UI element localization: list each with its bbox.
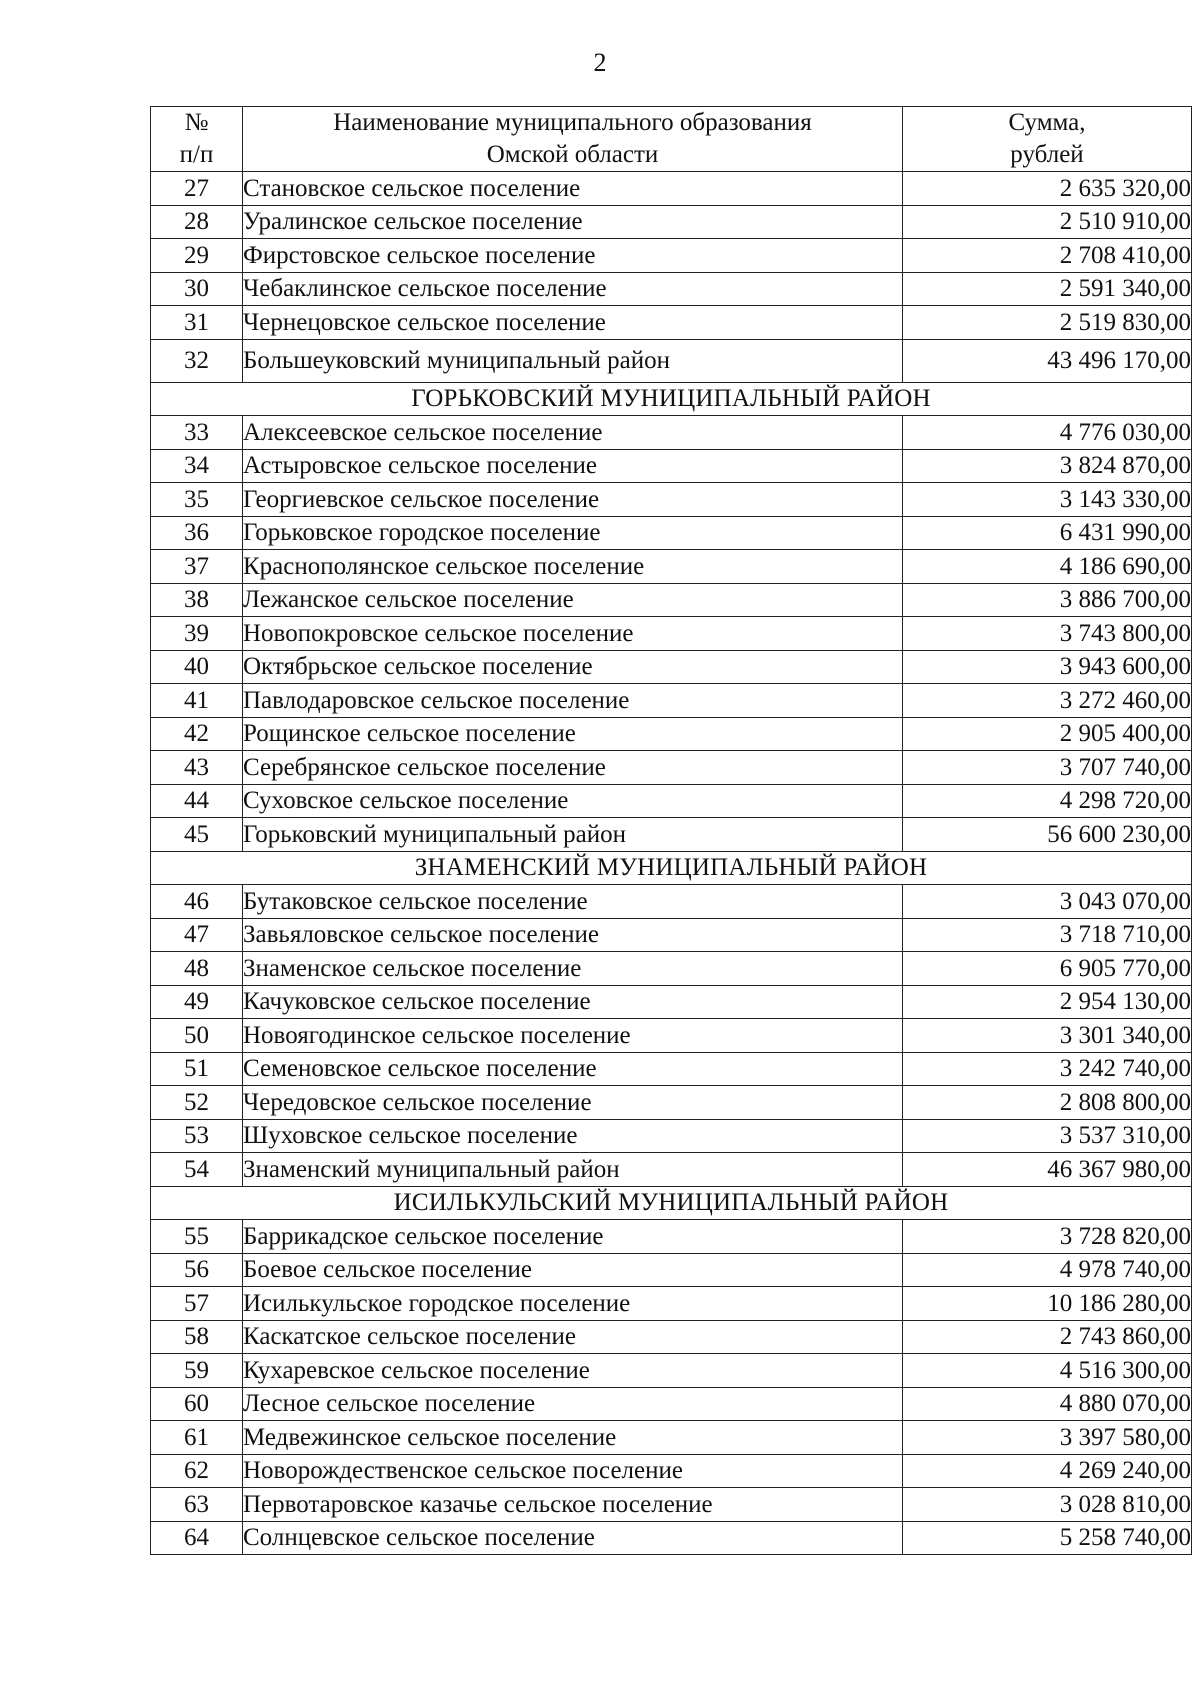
municipality-name: Горьковский муниципальный район <box>243 818 903 852</box>
section-title: ИСИЛЬКУЛЬСКИЙ МУНИЦИПАЛЬНЫЙ РАЙОН <box>151 1186 1192 1220</box>
page-number: 2 <box>593 48 607 77</box>
municipality-name: Шуховское сельское поселение <box>243 1119 903 1153</box>
table-row <box>151 1521 1192 1555</box>
municipality-name: Уралинское сельское поселение <box>243 205 903 239</box>
table-row <box>151 1287 1192 1321</box>
amount-rubles: 3 301 340,00 <box>903 1019 1192 1053</box>
municipality-name: Солнцевское сельское поселение <box>243 1521 903 1555</box>
row-number: 59 <box>151 1354 243 1388</box>
municipality-name: Чернецовское сельское поселение <box>243 306 903 340</box>
row-number: 49 <box>151 985 243 1019</box>
amount-rubles: 2 519 830,00 <box>903 306 1192 340</box>
row-number: 42 <box>151 717 243 751</box>
table-header-row <box>151 107 1192 172</box>
table-row <box>151 1119 1192 1153</box>
table-row <box>151 885 1192 919</box>
amount-rubles: 2 808 800,00 <box>903 1086 1192 1120</box>
table-row <box>151 684 1192 718</box>
header-number <box>151 107 243 172</box>
amount-rubles: 3 397 580,00 <box>903 1421 1192 1455</box>
table-row <box>151 717 1192 751</box>
amount-rubles: 4 186 690,00 <box>903 550 1192 584</box>
header-sum-text: Сумма, рублей <box>1008 109 1086 168</box>
table-row <box>151 751 1192 785</box>
table-row <box>151 952 1192 986</box>
row-number: 30 <box>151 272 243 306</box>
row-number: 44 <box>151 784 243 818</box>
municipality-name: Становское сельское поселение <box>243 172 903 206</box>
row-number: 64 <box>151 1521 243 1555</box>
table-row <box>151 1320 1192 1354</box>
amount-rubles: 3 537 310,00 <box>903 1119 1192 1153</box>
municipality-name: Первотаровское казачье сельское поселение <box>243 1488 903 1522</box>
municipality-name: Георгиевское сельское поселение <box>243 483 903 517</box>
amount-rubles: 3 272 460,00 <box>903 684 1192 718</box>
amount-rubles: 46 367 980,00 <box>903 1153 1192 1187</box>
municipality-name: Исилькульское городское поселение <box>243 1287 903 1321</box>
amount-rubles: 2 591 340,00 <box>903 272 1192 306</box>
municipality-name: Лежанское сельское поселение <box>243 583 903 617</box>
amount-rubles: 3 743 800,00 <box>903 617 1192 651</box>
table-row <box>151 784 1192 818</box>
header-number-text: № п/п <box>179 109 214 168</box>
row-number: 43 <box>151 751 243 785</box>
row-number: 27 <box>151 172 243 206</box>
amount-rubles: 2 905 400,00 <box>903 717 1192 751</box>
table-row <box>151 272 1192 306</box>
amount-rubles: 3 043 070,00 <box>903 885 1192 919</box>
table-row <box>151 650 1192 684</box>
row-number: 47 <box>151 918 243 952</box>
section-header-row <box>151 382 1192 416</box>
amount-rubles: 2 743 860,00 <box>903 1320 1192 1354</box>
municipality-name: Алексеевское сельское поселение <box>243 416 903 450</box>
table-row <box>151 449 1192 483</box>
row-number: 28 <box>151 205 243 239</box>
amount-rubles: 3 707 740,00 <box>903 751 1192 785</box>
allocation-table <box>150 106 1192 1555</box>
section-title: ГОРЬКОВСКИЙ МУНИЦИПАЛЬНЫЙ РАЙОН <box>151 382 1192 416</box>
table-row <box>151 516 1192 550</box>
row-number: 63 <box>151 1488 243 1522</box>
table-row <box>151 1387 1192 1421</box>
row-number: 60 <box>151 1387 243 1421</box>
table-row <box>151 1253 1192 1287</box>
amount-rubles: 6 431 990,00 <box>903 516 1192 550</box>
row-number: 46 <box>151 885 243 919</box>
municipality-name: Боевое сельское поселение <box>243 1253 903 1287</box>
row-number: 57 <box>151 1287 243 1321</box>
municipality-name: Чередовское сельское поселение <box>243 1086 903 1120</box>
row-number: 40 <box>151 650 243 684</box>
row-number: 37 <box>151 550 243 584</box>
amount-rubles: 3 728 820,00 <box>903 1220 1192 1254</box>
row-number: 58 <box>151 1320 243 1354</box>
row-number: 53 <box>151 1119 243 1153</box>
municipality-name: Горьковское городское поселение <box>243 516 903 550</box>
table-row <box>151 1086 1192 1120</box>
table-row <box>151 1220 1192 1254</box>
table-body <box>151 172 1192 1555</box>
amount-rubles: 4 269 240,00 <box>903 1454 1192 1488</box>
amount-rubles: 3 242 740,00 <box>903 1052 1192 1086</box>
amount-rubles: 3 143 330,00 <box>903 483 1192 517</box>
municipality-name: Каскатское сельское поселение <box>243 1320 903 1354</box>
table-row <box>151 172 1192 206</box>
municipality-name: Знаменское сельское поселение <box>243 952 903 986</box>
header-name-text: Наименование муниципального образования Омской области <box>333 109 812 168</box>
table-row <box>151 1153 1192 1187</box>
municipality-name: Новоягодинское сельское поселение <box>243 1019 903 1053</box>
amount-rubles: 2 954 130,00 <box>903 985 1192 1019</box>
table-row <box>151 617 1192 651</box>
row-number: 33 <box>151 416 243 450</box>
section-header-row <box>151 1186 1192 1220</box>
row-number: 34 <box>151 449 243 483</box>
municipality-name: Октябрьское сельское поселение <box>243 650 903 684</box>
row-number: 56 <box>151 1253 243 1287</box>
municipality-name: Новорождественское сельское поселение <box>243 1454 903 1488</box>
municipality-name: Завьяловское сельское поселение <box>243 918 903 952</box>
amount-rubles: 2 635 320,00 <box>903 172 1192 206</box>
amount-rubles: 3 943 600,00 <box>903 650 1192 684</box>
table-row <box>151 1052 1192 1086</box>
row-number: 36 <box>151 516 243 550</box>
row-number: 52 <box>151 1086 243 1120</box>
table-row <box>151 1488 1192 1522</box>
municipality-name: Медвежинское сельское поселение <box>243 1421 903 1455</box>
row-number: 54 <box>151 1153 243 1187</box>
municipality-name: Фирстовское сельское поселение <box>243 239 903 273</box>
table-row <box>151 339 1192 382</box>
row-number: 32 <box>151 339 243 382</box>
amount-rubles: 10 186 280,00 <box>903 1287 1192 1321</box>
row-number: 51 <box>151 1052 243 1086</box>
amount-rubles: 4 298 720,00 <box>903 784 1192 818</box>
amount-rubles: 3 824 870,00 <box>903 449 1192 483</box>
municipality-name: Астыровское сельское поселение <box>243 449 903 483</box>
municipality-name: Чебаклинское сельское поселение <box>243 272 903 306</box>
amount-rubles: 6 905 770,00 <box>903 952 1192 986</box>
table-row <box>151 239 1192 273</box>
municipality-name: Большеуковский муниципальный район <box>243 339 903 382</box>
municipality-name: Краснополянское сельское поселение <box>243 550 903 584</box>
row-number: 41 <box>151 684 243 718</box>
table-row <box>151 483 1192 517</box>
row-number: 48 <box>151 952 243 986</box>
amount-rubles: 2 708 410,00 <box>903 239 1192 273</box>
amount-rubles: 43 496 170,00 <box>903 339 1192 382</box>
amount-rubles: 4 516 300,00 <box>903 1354 1192 1388</box>
table-row <box>151 306 1192 340</box>
amount-rubles: 3 886 700,00 <box>903 583 1192 617</box>
amount-rubles: 2 510 910,00 <box>903 205 1192 239</box>
table-row <box>151 985 1192 1019</box>
municipality-name: Серебрянское сельское поселение <box>243 751 903 785</box>
amount-rubles: 5 258 740,00 <box>903 1521 1192 1555</box>
table-row <box>151 550 1192 584</box>
municipality-name: Качуковское сельское поселение <box>243 985 903 1019</box>
municipality-name: Бутаковское сельское поселение <box>243 885 903 919</box>
header-name <box>243 107 903 172</box>
row-number: 29 <box>151 239 243 273</box>
municipality-name: Суховское сельское поселение <box>243 784 903 818</box>
amount-rubles: 4 978 740,00 <box>903 1253 1192 1287</box>
table-row <box>151 818 1192 852</box>
table-row <box>151 583 1192 617</box>
table-row <box>151 416 1192 450</box>
table-row <box>151 1354 1192 1388</box>
section-title: ЗНАМЕНСКИЙ МУНИЦИПАЛЬНЫЙ РАЙОН <box>151 851 1192 885</box>
row-number: 45 <box>151 818 243 852</box>
municipality-name: Баррикадское сельское поселение <box>243 1220 903 1254</box>
section-header-row <box>151 851 1192 885</box>
amount-rubles: 56 600 230,00 <box>903 818 1192 852</box>
row-number: 55 <box>151 1220 243 1254</box>
table-row <box>151 1421 1192 1455</box>
table-row <box>151 1019 1192 1053</box>
amount-rubles: 3 028 810,00 <box>903 1488 1192 1522</box>
row-number: 35 <box>151 483 243 517</box>
municipality-name: Кухаревское сельское поселение <box>243 1354 903 1388</box>
table-row <box>151 918 1192 952</box>
municipality-name: Знаменский муниципальный район <box>243 1153 903 1187</box>
municipality-name: Павлодаровское сельское поселение <box>243 684 903 718</box>
municipality-name: Лесное сельское поселение <box>243 1387 903 1421</box>
municipality-name: Новопокровское сельское поселение <box>243 617 903 651</box>
municipality-name: Рощинское сельское поселение <box>243 717 903 751</box>
table-row <box>151 205 1192 239</box>
amount-rubles: 4 776 030,00 <box>903 416 1192 450</box>
header-sum <box>903 107 1192 172</box>
row-number: 62 <box>151 1454 243 1488</box>
row-number: 50 <box>151 1019 243 1053</box>
row-number: 31 <box>151 306 243 340</box>
table-row <box>151 1454 1192 1488</box>
row-number: 38 <box>151 583 243 617</box>
row-number: 39 <box>151 617 243 651</box>
amount-rubles: 3 718 710,00 <box>903 918 1192 952</box>
municipality-name: Семеновское сельское поселение <box>243 1052 903 1086</box>
amount-rubles: 4 880 070,00 <box>903 1387 1192 1421</box>
row-number: 61 <box>151 1421 243 1455</box>
